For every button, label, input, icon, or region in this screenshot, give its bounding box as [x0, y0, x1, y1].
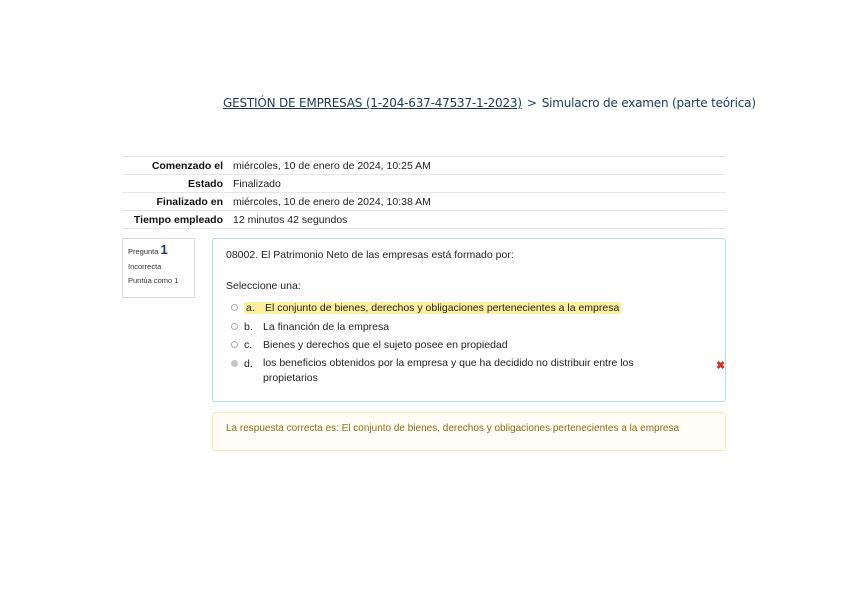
summary-label: Comenzado el: [151, 159, 223, 172]
breadcrumb-current-page: Simulacro de examen (parte teórica): [541, 96, 756, 110]
option-letter: a.: [246, 302, 255, 314]
answer-option-a-row: [231, 302, 621, 314]
option-text: La financión de la empresa: [263, 321, 390, 333]
summary-row-time-taken: [122, 211, 726, 229]
radio-button-selected[interactable]: [231, 360, 238, 367]
summary-row-state: [122, 175, 726, 193]
question-number: [128, 242, 194, 257]
summary-value: 12 minutos 42 segundos: [233, 213, 348, 226]
question-grade: Puntúa como 1: [128, 276, 179, 285]
answer-option-c-row: [231, 339, 508, 351]
radio-button[interactable]: [231, 304, 238, 311]
summary-value: miércoles, 10 de enero de 2024, 10:25 AM: [233, 159, 431, 172]
summary-row-started: [122, 157, 726, 175]
question-number-value: 1: [160, 242, 168, 257]
breadcrumb-separator: >: [526, 96, 537, 110]
option-letter: c.: [244, 339, 253, 351]
summary-row-finished: [122, 193, 726, 211]
question-info-panel: [122, 238, 195, 298]
question-number-label: Pregunta: [128, 247, 159, 256]
question-prompt: Seleccione una:: [226, 280, 301, 292]
radio-button[interactable]: [231, 341, 238, 348]
summary-label: Tiempo empleado: [133, 213, 223, 226]
radio-button[interactable]: [231, 323, 238, 330]
incorrect-icon: ✖: [716, 360, 726, 372]
option-letter: b.: [244, 321, 253, 333]
question-content-box: [212, 238, 726, 402]
breadcrumb: [223, 96, 756, 110]
option-letter: d.: [244, 358, 253, 370]
question-state: Incorrecta: [128, 262, 162, 271]
summary-label: Finalizado en: [156, 195, 223, 208]
feedback-text: La respuesta correcta es: El conjunto de bienes, derechos y obligaciones pertenecientes a la empresa: [226, 423, 680, 434]
correct-answer-highlight: [244, 302, 621, 314]
attempt-summary-table: [122, 156, 726, 229]
question-text: 08002. El Patrimonio Neto de las empresas está formado por:: [226, 249, 514, 261]
option-text: Bienes y derechos que el sujeto posee en propiedad: [263, 339, 508, 351]
answer-option-d-row: [231, 358, 663, 386]
option-text: los beneficios obtenidos por la empresa y que ha decidido no distribuir entre los propietarios: [263, 357, 634, 384]
breadcrumb-course-link[interactable]: GESTIÓN DE EMPRESAS (1-204-637-47537-1-2023): [223, 96, 522, 110]
option-text: El conjunto de bienes, derechos y obligaciones pertenecientes a la empresa: [265, 302, 620, 314]
summary-label: Estado: [187, 177, 223, 190]
summary-value: miércoles, 10 de enero de 2024, 10:38 AM: [233, 195, 431, 208]
summary-value: Finalizado: [233, 177, 281, 190]
correct-answer-feedback: [212, 412, 726, 451]
answer-option-b-row: [231, 321, 389, 333]
